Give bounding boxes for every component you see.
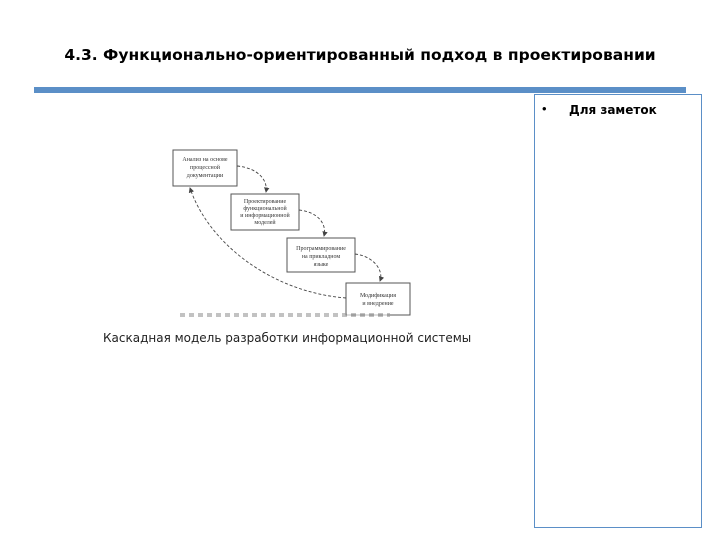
stage-deployment-line-1: Модификация bbox=[359, 293, 397, 299]
stage-deployment-line-2: и внедрение bbox=[362, 301, 394, 307]
stage-box-programming bbox=[287, 238, 355, 272]
stage-analysis-line-1: Анализ на основе bbox=[182, 157, 228, 163]
stage-design-line-1: Проектирование bbox=[243, 199, 287, 205]
stage-programming-line-1: Программирование bbox=[296, 246, 346, 252]
stage-design-line-3: и информационной bbox=[240, 213, 290, 219]
stage-design-line-4: моделей bbox=[254, 220, 276, 226]
stage-design-line-2: функциональной bbox=[243, 206, 287, 212]
arrow-programming-to-deployment bbox=[355, 254, 381, 281]
stage-box-deployment bbox=[346, 283, 410, 315]
stage-analysis-line-3: документации bbox=[186, 173, 224, 179]
stage-analysis-line-2: процессной bbox=[190, 165, 220, 171]
figure-caption: Каскадная модель разработки информационной системы bbox=[103, 331, 472, 345]
arrow-analysis-to-design bbox=[237, 166, 266, 192]
stage-programming-line-2: на прикладном bbox=[301, 254, 341, 260]
notes-bullet: • bbox=[542, 101, 547, 116]
stage-box-analysis bbox=[173, 150, 237, 186]
arrow-design-to-programming bbox=[299, 210, 325, 236]
image-crop-edge bbox=[180, 313, 390, 317]
stage-programming-line-3: языке bbox=[313, 262, 329, 268]
stage-box-design bbox=[231, 194, 299, 230]
notes-label: Для заметок bbox=[569, 103, 657, 117]
slide-title: 4.3. Функционально-ориентированный подход в проектировании bbox=[64, 46, 656, 64]
